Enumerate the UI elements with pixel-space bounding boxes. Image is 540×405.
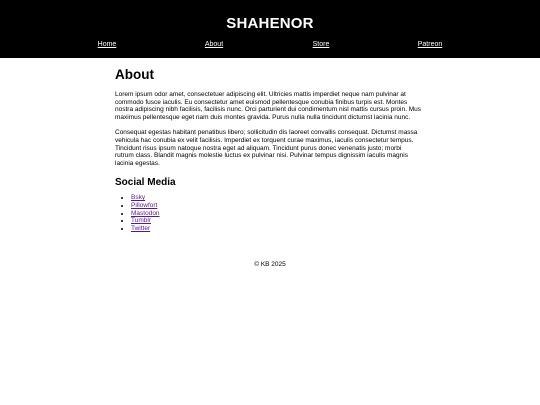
about-paragraph-2: Consequat egestas habitant penatibus libero; sollicitudin dis laoreet convallis consequat. Dictumst massa vehicula hac conubia ex velit facilisis. Imperdiet ex torquent curae maximus, iaculis consectetur tempus. Tincidunt risus ipsum natoque nostra eget ad aliquam. Tincidunt purus donec venenatis justo; morbi rutrum class. Blandit magnis molestie luctus ex pulvinar nisi. Pulvinar tempus dignissim iaculis magnis lacinia egestas. [115, 129, 418, 167]
footer-copyright: © KB 2025 [254, 261, 286, 268]
social-media-heading: Social Media [115, 177, 176, 189]
main-nav [0, 41, 540, 51]
page-heading: About [115, 67, 154, 82]
nav-link-patreon[interactable]: Patreon [417, 41, 443, 48]
social-link-bsky[interactable]: Bsky [131, 194, 146, 202]
site-title: SHAHENOR [226, 15, 314, 32]
social-link-mastodon[interactable]: Mastodon [131, 209, 160, 217]
list-item [131, 194, 421, 202]
nav-link-store[interactable]: Store [312, 41, 330, 48]
site-header [0, 0, 540, 58]
list-item [131, 202, 421, 210]
about-paragraph-1: Lorem ipsum odor amet, consectetuer adipiscing elit. Ultricies mattis imperdiet neque nam pulvinar at commodo fusce iaculis. Eu consectetur amet euismod pellentesque conubia finibus turpis est. Montes nostra adipiscing nibh facilisis, facilisis nunc. Orci parturient dui condimentum nisl mattis cursus proin. Mus maximus pellentesque eget nam duis montes gravida. Purus nulla nulla tincidunt dictumst lacinia nunc. [115, 91, 421, 121]
list-item [131, 225, 421, 233]
social-links-list [115, 194, 421, 233]
main-content [115, 66, 421, 233]
nav-link-about[interactable]: About [204, 41, 224, 48]
list-item [131, 217, 421, 225]
social-link-twitter[interactable]: Twitter [131, 225, 151, 233]
list-item [131, 210, 421, 218]
social-link-pillowfort[interactable]: Pillowfort [131, 202, 158, 210]
social-link-tumblr[interactable]: Tumblr [131, 217, 151, 225]
nav-link-home[interactable]: Home [97, 41, 117, 48]
